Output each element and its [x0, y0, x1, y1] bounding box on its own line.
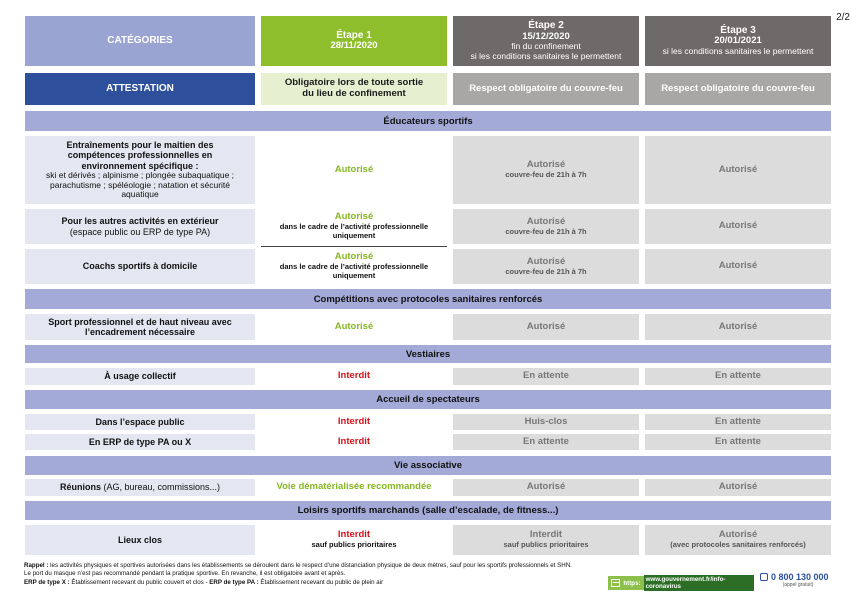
header-stage3	[645, 16, 831, 66]
row-sportpro-label	[25, 314, 255, 340]
gouvernement-link-url: www.gouvernement.fr/info-coronavirus	[644, 575, 754, 591]
attestation-stage3-text: Respect obligatoire du couvre-feu	[661, 82, 815, 94]
lieuxclos-stage3-note: (avec protocoles sanitaires renforcés)	[670, 540, 806, 550]
sportpro-title: Sport professionnel et de haut niveau avec l’encadrement nécessaire	[48, 316, 232, 337]
row-entrainements-label	[25, 136, 255, 204]
autres-stage3-status: Autorisé	[718, 220, 758, 232]
row-espacepublic-stage1	[261, 414, 447, 430]
reunions-detail: (AG, bureau, commissions...)	[100, 482, 221, 493]
header-categories-label: CATÉGORIES	[107, 35, 173, 47]
monitor-icon	[611, 579, 620, 587]
erp-stage1-status: Interdit	[337, 435, 371, 447]
section-loisirs-title: Loisirs sportifs marchands (salle d’escalade, de fitness...)	[297, 505, 559, 516]
section-spectateurs-title: Accueil de spectateurs	[376, 394, 480, 405]
section-competitions	[25, 289, 831, 309]
coachs-stage2-status: Autorisé	[526, 255, 566, 267]
header-stage2	[453, 16, 639, 66]
autres-subtitle: (espace public ou ERP de type PA)	[69, 226, 211, 237]
lieuxclos-stage2-note: sauf publics prioritaires	[503, 540, 589, 550]
attestation-stage1-text: Obligatoire lors de toute sortie du lieu de confinement	[284, 77, 424, 99]
row-erp-stage3	[645, 434, 831, 450]
autres-stage2-note: couvre-feu de 21h à 7h	[505, 226, 587, 236]
entrainements-stage1-status: Autorisé	[334, 163, 374, 175]
stage2-condition: si les conditions sanitaires le permettent	[470, 51, 622, 62]
footer-rappel-label: Rappel :	[24, 562, 49, 569]
row-lieuxclos-stage2	[453, 525, 639, 555]
gouvernement-link[interactable]	[608, 576, 754, 590]
row-erp-label	[25, 434, 255, 450]
lieuxclos-title: Lieux clos	[117, 534, 162, 545]
row-coachs-label	[25, 249, 255, 284]
row-autres-stage1	[261, 209, 447, 244]
page-number: 2/2	[836, 12, 850, 23]
erp-title: En ERP de type PA ou X	[88, 436, 192, 447]
reunions-stage1-status: Voie dématérialisée recommandée	[276, 481, 432, 493]
coachs-stage3-status: Autorisé	[718, 260, 758, 272]
row-coachs-stage2	[453, 249, 639, 284]
lieuxclos-stage3-status: Autorisé	[718, 529, 758, 541]
erp-stage2-status: En attente	[523, 435, 569, 447]
row-collectif-stage3	[645, 368, 831, 385]
sportpro-stage1-status: Autorisé	[334, 320, 374, 332]
attestation-stage3	[645, 73, 831, 105]
row-sportpro-stage3	[645, 314, 831, 340]
hotline-note: (appel gratuit)	[782, 582, 814, 588]
row-autres-label	[25, 209, 255, 244]
row-autres-stage2	[453, 209, 639, 244]
stage1-date: 28/11/2020	[330, 40, 378, 52]
autres-title: Pour les autres activités en extérieur	[61, 216, 219, 227]
phone-icon	[760, 573, 768, 581]
reunions-title: Réunions	[59, 482, 101, 493]
row-erp-stage2	[453, 434, 639, 450]
collectif-stage3-status: En attente	[715, 370, 761, 382]
section-vestiaires-title: Vestiaires	[405, 348, 451, 360]
row-espacepublic-label	[25, 414, 255, 430]
section-educateurs-title: Éducateurs sportifs	[383, 115, 473, 127]
footer-erp-x-label: ERP de type X :	[24, 578, 70, 586]
hotline-number	[760, 572, 836, 582]
entrainements-stage2-note: couvre-feu de 21h à 7h	[505, 170, 587, 180]
coachs-stage2-note: couvre-feu de 21h à 7h	[505, 266, 587, 276]
row-reunions-stage1	[261, 479, 447, 496]
row-collectif-stage2	[453, 368, 639, 385]
row-lieuxclos-label	[25, 525, 255, 555]
sportpro-stage2-status: Autorisé	[526, 320, 566, 332]
attestation-label-text: ATTESTATION	[106, 83, 174, 95]
stage2-date: 15/12/2020	[522, 30, 570, 42]
row-coachs-stage1	[261, 249, 447, 284]
collectif-stage2-status: En attente	[523, 370, 569, 382]
footer-notes	[24, 562, 614, 587]
row-collectif-label	[25, 368, 255, 385]
section-vie-associative	[25, 456, 831, 475]
footer-erp-x-text: Établissement recevant du public couvert et clos -	[69, 578, 210, 586]
row-espacepublic-stage3	[645, 414, 831, 430]
stage3-date: 20/01/2021	[714, 35, 762, 47]
footer-erp-pa-label: ERP de type PA :	[209, 578, 259, 586]
attestation-stage2-text: Respect obligatoire du couvre-feu	[469, 82, 623, 94]
footer-masque: Le port du masque n’est pas recommandé pendant la pratique sportive. En revanche, il est obligatoire avant et après.	[24, 570, 346, 578]
section-competitions-title: Compétitions avec protocoles sanitaires renforcés	[313, 293, 543, 305]
header-stage1	[261, 16, 447, 66]
row-erp-stage1	[261, 434, 447, 450]
stage2-subtitle: fin du confinement	[511, 41, 581, 52]
row-reunions-stage2	[453, 479, 639, 496]
stage3-title: Étape 3	[720, 24, 756, 36]
section-vie-associative-title: Vie associative	[394, 460, 462, 471]
espacepublic-stage3-status: En attente	[715, 415, 761, 427]
row-reunions-label	[25, 479, 255, 496]
section-vestiaires	[25, 345, 831, 363]
lieuxclos-stage1-status: Interdit	[337, 529, 371, 541]
collectif-stage1-status: Interdit	[337, 370, 371, 382]
section-spectateurs	[25, 390, 831, 409]
reunions-stage3-status: Autorisé	[718, 481, 758, 493]
entrainements-detail: ski et dérivés ; alpinisme ; plongée subaquatique ; parachutisme ; spéléologie ; natation et sécurité aquatique	[45, 169, 235, 200]
autres-stage1-status: Autorisé	[334, 211, 374, 223]
attestation-label	[25, 73, 255, 105]
row-lieuxclos-stage3	[645, 525, 831, 555]
lieuxclos-stage2-status: Interdit	[529, 529, 563, 541]
autres-stage2-status: Autorisé	[526, 215, 566, 227]
separator-line	[261, 246, 447, 247]
row-collectif-stage1	[261, 368, 447, 385]
row-entrainements-stage2	[453, 136, 639, 204]
footer-rappel	[24, 562, 614, 570]
row-coachs-stage3	[645, 249, 831, 284]
footer-erp-pa-text: Établissement recevant du public de plein air	[258, 578, 384, 586]
gouvernement-link-prefix: https:	[623, 579, 641, 587]
espacepublic-title: Dans l’espace public	[95, 416, 185, 427]
entrainements-stage3-status: Autorisé	[718, 163, 758, 175]
reunions-stage2-status: Autorisé	[526, 481, 566, 493]
espacepublic-stage2-status: Huis-clos	[524, 415, 568, 427]
entrainements-stage2-status: Autorisé	[526, 159, 566, 171]
header-categories	[25, 16, 255, 66]
collectif-title: À usage collectif	[104, 371, 176, 382]
row-sportpro-stage1	[261, 314, 447, 340]
autres-stage1-note: dans le cadre de l’activité professionnelle uniquement	[279, 222, 429, 240]
lieuxclos-stage1-note: sauf publics prioritaires	[311, 540, 397, 550]
row-entrainements-stage1	[261, 136, 447, 204]
sportpro-stage3-status: Autorisé	[718, 320, 758, 332]
section-loisirs	[25, 501, 831, 520]
erp-stage3-status: En attente	[715, 435, 761, 447]
entrainements-title: Entraînements pour le maitien des compétences professionnelles en environnement spécifique :	[66, 139, 214, 171]
stage3-condition: si les conditions sanitaires le permettent	[662, 46, 814, 57]
row-sportpro-stage2	[453, 314, 639, 340]
row-autres-stage3	[645, 209, 831, 244]
attestation-stage1	[261, 73, 447, 105]
espacepublic-stage1-status: Interdit	[337, 415, 371, 427]
hotline	[760, 572, 836, 588]
row-espacepublic-stage2	[453, 414, 639, 430]
row-entrainements-stage3	[645, 136, 831, 204]
footer-erp-definitions	[24, 579, 614, 587]
coachs-stage1-status: Autorisé	[334, 251, 374, 263]
coachs-stage1-note: dans le cadre de l’activité professionnelle uniquement	[279, 262, 429, 280]
stage2-title: Étape 2	[528, 20, 564, 32]
coachs-title: Coachs sportifs à domicile	[82, 261, 198, 272]
section-educateurs	[25, 111, 831, 131]
row-lieuxclos-stage1	[261, 525, 447, 555]
attestation-stage2	[453, 73, 639, 105]
footer-rappel-text: les activités physiques et sportives autorisées dans les établissements se déroulent dans le respect d’une distanciation physique de deux mètres, sauf pour les sportifs professionnels et SHN.	[48, 562, 572, 569]
hotline-number-text: 0 800 130 000	[771, 572, 829, 582]
row-reunions-stage3	[645, 479, 831, 496]
stage1-title: Étape 1	[336, 29, 372, 41]
